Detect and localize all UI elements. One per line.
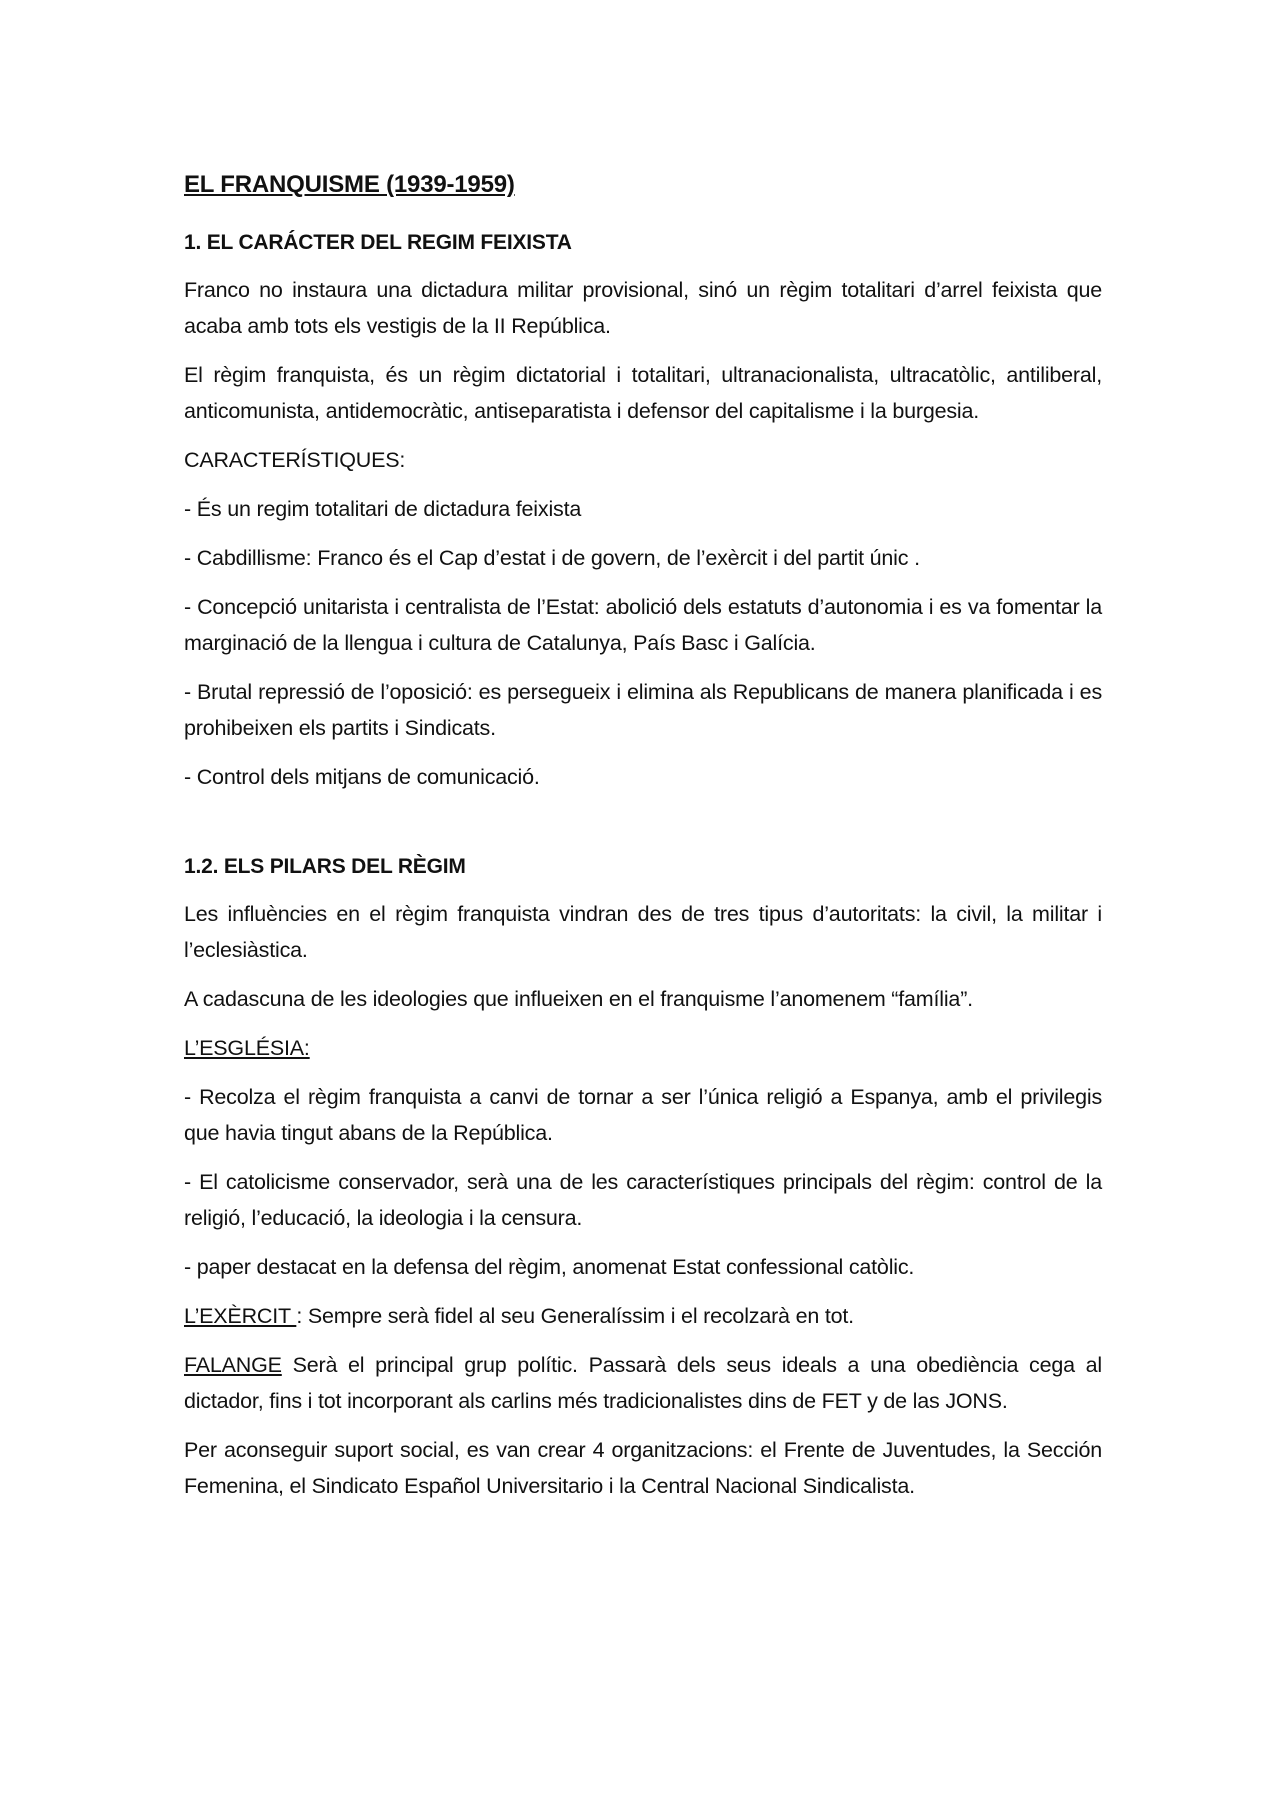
spacer: [184, 808, 1102, 852]
paragraph-organizations: Per aconseguir suport social, es van crear 4 organitzacions: el Frente de Juventudes, la Sección Femenina, el Sindicato Español Universitario i la Central Nacional Sindicalista.: [184, 1438, 1102, 1498]
document-title: EL FRANQUISME (1939-1959): [184, 171, 515, 198]
document-body: [184, 168, 1102, 1517]
characteristic-item: - Cabdillisme: Franco és el Cap d’estat i de govern, de l’exèrcit i del partit únic .: [184, 546, 920, 570]
army-text: : Sempre serà fidel al seu Generalíssim i el recolzarà en tot.: [296, 1304, 854, 1328]
characteristic-item: - Control dels mitjans de comunicació.: [184, 765, 540, 789]
army-label: L’EXÈRCIT: [184, 1304, 297, 1328]
falange-paragraph: [184, 1347, 1102, 1419]
characteristics-label: CARACTERÍSTIQUES:: [184, 448, 406, 472]
characteristic-item: - És un regim totalitari de dictadura feixista: [184, 497, 582, 521]
church-label: [184, 1030, 1102, 1066]
paragraph-influences: Les influències en el règim franquista vindran des de tres tipus d’autoritats: la civil, la militar i l’eclesiàstica.: [184, 902, 1102, 962]
characteristic-item: - Brutal repressió de l’oposició: es persegueix i elimina als Republicans de manera planificada i es prohibeixen els partits i Sindicats.: [184, 680, 1102, 740]
paragraph-regim-description: El règim franquista, és un règim dictatorial i totalitari, ultranacionalista, ultracatòlic, antiliberal, anticomunista, antidemocràtic, antiseparatista i defensor del capitalisme i la burgesia.: [184, 363, 1102, 423]
characteristic-item: - Concepció unitarista i centralista de l’Estat: abolició dels estatuts d’autonomia i es va fomentar la marginació de la llengua i cultura de Catalunya, País Basc i Galícia.: [184, 595, 1102, 655]
section-heading-pilars: 1.2. ELS PILARS DEL RÈGIM: [184, 855, 466, 878]
church-label-text: L’ESGLÉSIA:: [184, 1036, 310, 1060]
church-item: - Recolza el règim franquista a canvi de tornar a ser l’única religió a Espanya, amb el privilegis que havia tingut abans de la República.: [184, 1085, 1102, 1145]
army-paragraph: [184, 1298, 1102, 1334]
falange-text: Serà el principal grup polític. Passarà dels seus ideals a una obediència cega al dictador, fins i tot incorporant als carlins més tradicionalistes dins de FET y de las JONS.: [184, 1353, 1102, 1413]
paragraph-intro: Franco no instaura una dictadura militar provisional, sinó un règim totalitari d’arrel feixista que acaba amb tots els vestigis de la II República.: [184, 278, 1102, 338]
falange-label: FALANGE: [184, 1353, 282, 1377]
church-item: - El catolicisme conservador, serà una de les característiques principals del règim: control de la religió, l’educació, la ideologia i la censura.: [184, 1170, 1102, 1230]
paragraph-families: A cadascuna de les ideologies que influeixen en el franquisme l’anomenem “família”.: [184, 987, 973, 1011]
church-item: - paper destacat en la defensa del règim, anomenat Estat confessional catòlic.: [184, 1255, 915, 1279]
section-heading-caracter: 1. EL CARÁCTER DEL REGIM FEIXISTA: [184, 231, 572, 254]
